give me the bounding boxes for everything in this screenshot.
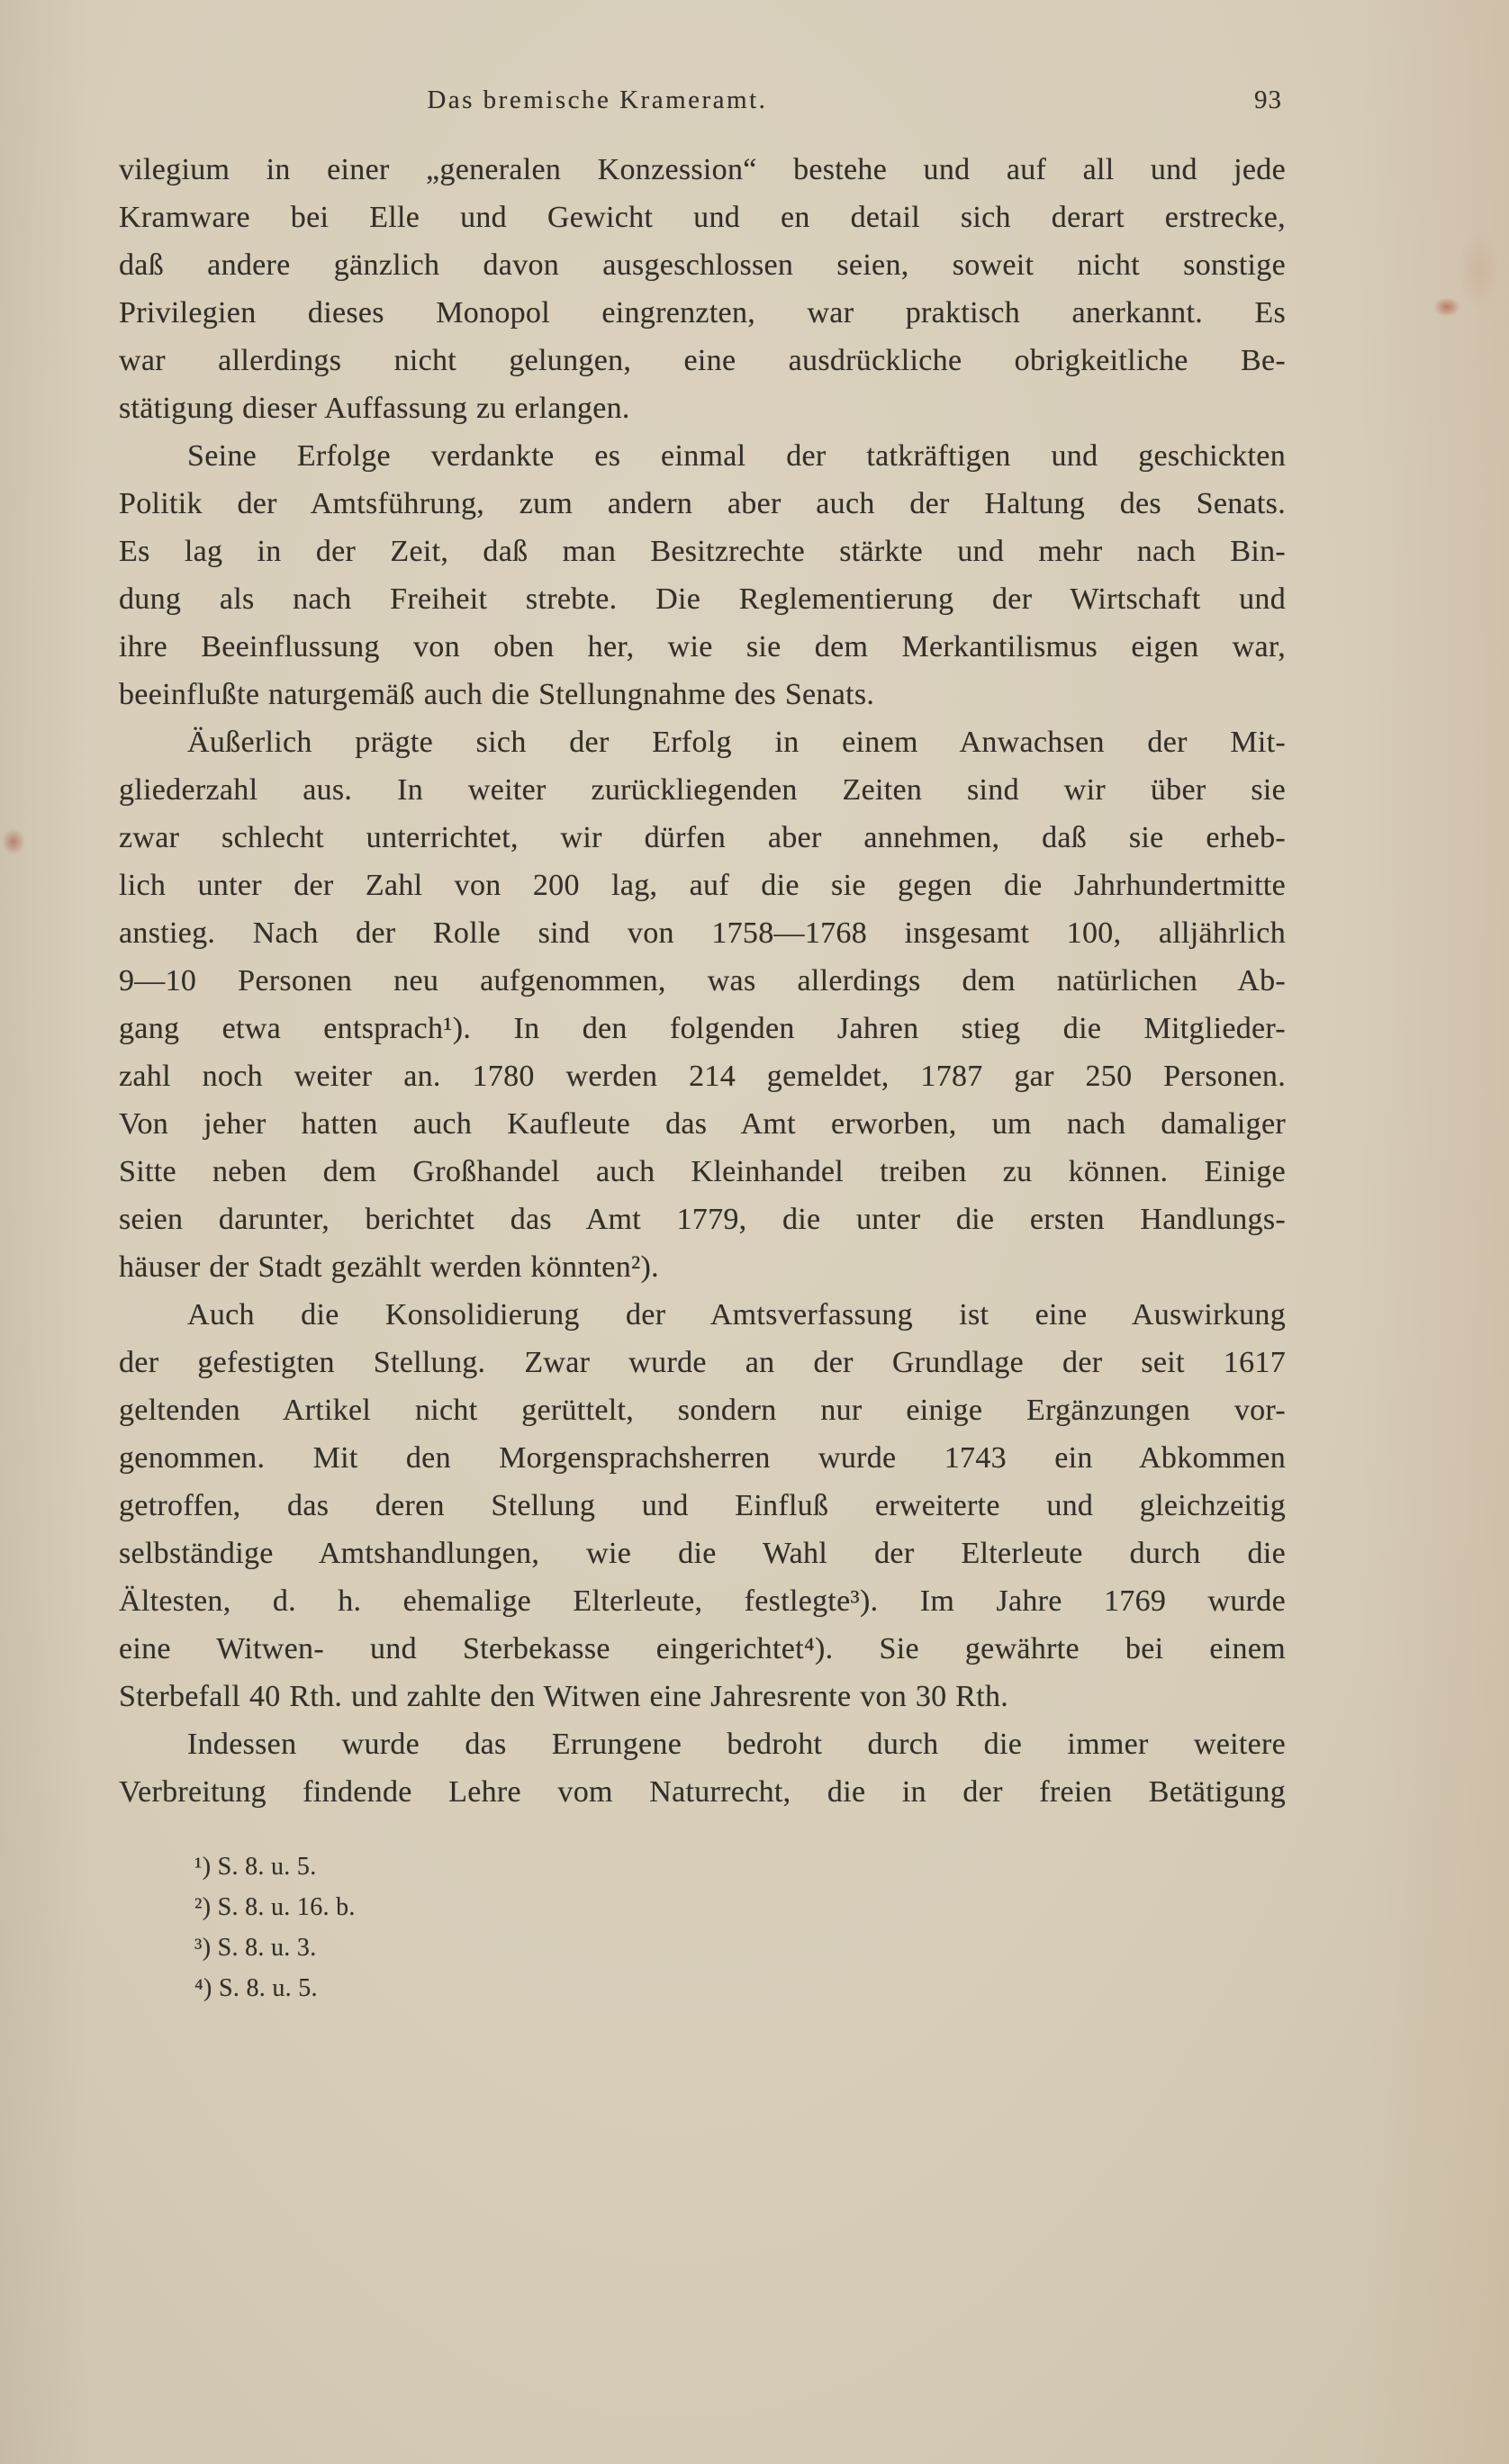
paper-stain	[1433, 297, 1460, 317]
text-line: Kramware bei Elle und Gewicht und en detail sich derart erstrecke,	[119, 201, 1286, 234]
text-line: häuser der Stadt gezählt werden könnten²).	[119, 1250, 659, 1284]
text-line: war allerdings nicht gelungen, eine ausdrückliche obrigkeitliche Be-	[119, 344, 1286, 377]
text-line: seien darunter, berichtet das Amt 1779, die unter die ersten Handlungs-	[119, 1203, 1286, 1236]
text-line: Es lag in der Zeit, daß man Besitzrechte stärkte und mehr nach Bin-	[119, 535, 1286, 568]
text-line: Privilegien dieses Monopol eingrenzten, war praktisch anerkannt. Es	[119, 296, 1286, 329]
text-line: genommen. Mit den Morgensprachsherren wurde 1743 ein Abkommen	[119, 1441, 1286, 1475]
text-line: 9—10 Personen neu aufgenommen, was allerdings dem natürlichen Ab-	[119, 964, 1286, 997]
text-line: Verbreitung findende Lehre vom Naturrecht, die in der freien Betätigung	[119, 1775, 1286, 1809]
text-line: Von jeher hatten auch Kaufleute das Amt erworben, um nach damaliger	[119, 1107, 1286, 1141]
running-title: Das bremische Krameramt.	[427, 86, 768, 114]
paper-stain	[2, 828, 25, 855]
paragraph	[119, 146, 1286, 432]
paper-stain	[1459, 230, 1500, 311]
text-line: gliederzahl aus. In weiter zurückliegenden Zeiten sind wir über sie	[119, 773, 1286, 807]
text-line: Sterbefall 40 Rth. und zahlte den Witwen eine Jahresrente von 30 Rth.	[119, 1680, 1009, 1713]
text-line: der gefestigten Stellung. Zwar wurde an der Grundlage der seit 1617	[119, 1346, 1286, 1379]
footnote: ²) S. 8. u. 16. b.	[194, 1893, 356, 1921]
text-line: vilegium in einer „generalen Konzession“ bestehe und auf all und jede	[119, 153, 1286, 186]
footnote: ³) S. 8. u. 3.	[194, 1934, 317, 1962]
text-line: stätigung dieser Auffassung zu erlangen.	[119, 392, 630, 425]
text-line: daß andere gänzlich davon ausgeschlossen seien, soweit nicht sonstige	[119, 248, 1286, 282]
page-number: 93	[1254, 86, 1282, 114]
text-line: zwar schlecht unterrichtet, wir dürfen aber annehmen, daß sie erheb-	[119, 821, 1286, 854]
text-line: selbständige Amtshandlungen, wie die Wahl der Elterleute durch die	[119, 1537, 1286, 1570]
footnote: ⁴) S. 8. u. 5.	[194, 1974, 318, 2002]
text-line: Auch die Konsolidierung der Amtsverfassung ist eine Auswirkung	[187, 1298, 1286, 1331]
text-line: Äußerlich prägte sich der Erfolg in einem Anwachsen der Mit-	[187, 726, 1286, 759]
text-line: Politik der Amtsführung, zum andern aber auch der Haltung des Senats.	[119, 487, 1286, 520]
footnote: ¹) S. 8. u. 5.	[194, 1853, 317, 1881]
text-line: Sitte neben dem Großhandel auch Kleinhandel treiben zu können. Einige	[119, 1155, 1286, 1188]
text-line: beeinflußte naturgemäß auch die Stellungnahme des Senats.	[119, 678, 875, 711]
text-line: dung als nach Freiheit strebte. Die Reglementierung der Wirtschaft und	[119, 582, 1286, 616]
text-line: anstieg. Nach der Rolle sind von 1758—1768 insgesamt 100, alljährlich	[119, 916, 1286, 950]
text-line: ihre Beeinflussung von oben her, wie sie dem Merkantilismus eigen war,	[119, 630, 1286, 663]
text-line: Ältesten, d. h. ehemalige Elterleute, festlegte³). Im Jahre 1769 wurde	[119, 1584, 1286, 1618]
page-header	[119, 79, 1286, 121]
text-line: geltenden Artikel nicht gerüttelt, sondern nur einige Ergänzungen vor-	[119, 1394, 1286, 1427]
text-column	[119, 79, 1286, 2008]
text-line: lich unter der Zahl von 200 lag, auf die sie gegen die Jahrhundertmitte	[119, 869, 1286, 902]
text-line: gang etwa entsprach¹). In den folgenden Jahren stieg die Mitglieder-	[119, 1012, 1286, 1045]
text-line: Indessen wurde das Errungene bedroht durch die immer weitere	[187, 1728, 1286, 1761]
text-line: zahl noch weiter an. 1780 werden 214 gemeldet, 1787 gar 250 Personen.	[119, 1060, 1286, 1093]
paragraph	[119, 432, 1286, 718]
paragraph	[119, 1291, 1286, 1720]
body-text	[119, 146, 1286, 1816]
footnotes	[119, 1846, 1286, 2008]
text-line: Seine Erfolge verdankte es einmal der tatkräftigen und geschickten	[187, 439, 1286, 473]
paragraph	[119, 718, 1286, 1291]
paragraph	[119, 1720, 1286, 1816]
text-line: eine Witwen- und Sterbekasse eingerichtet⁴). Sie gewährte bei einem	[119, 1632, 1286, 1665]
text-line: getroffen, das deren Stellung und Einfluß erweiterte und gleichzeitig	[119, 1489, 1286, 1522]
